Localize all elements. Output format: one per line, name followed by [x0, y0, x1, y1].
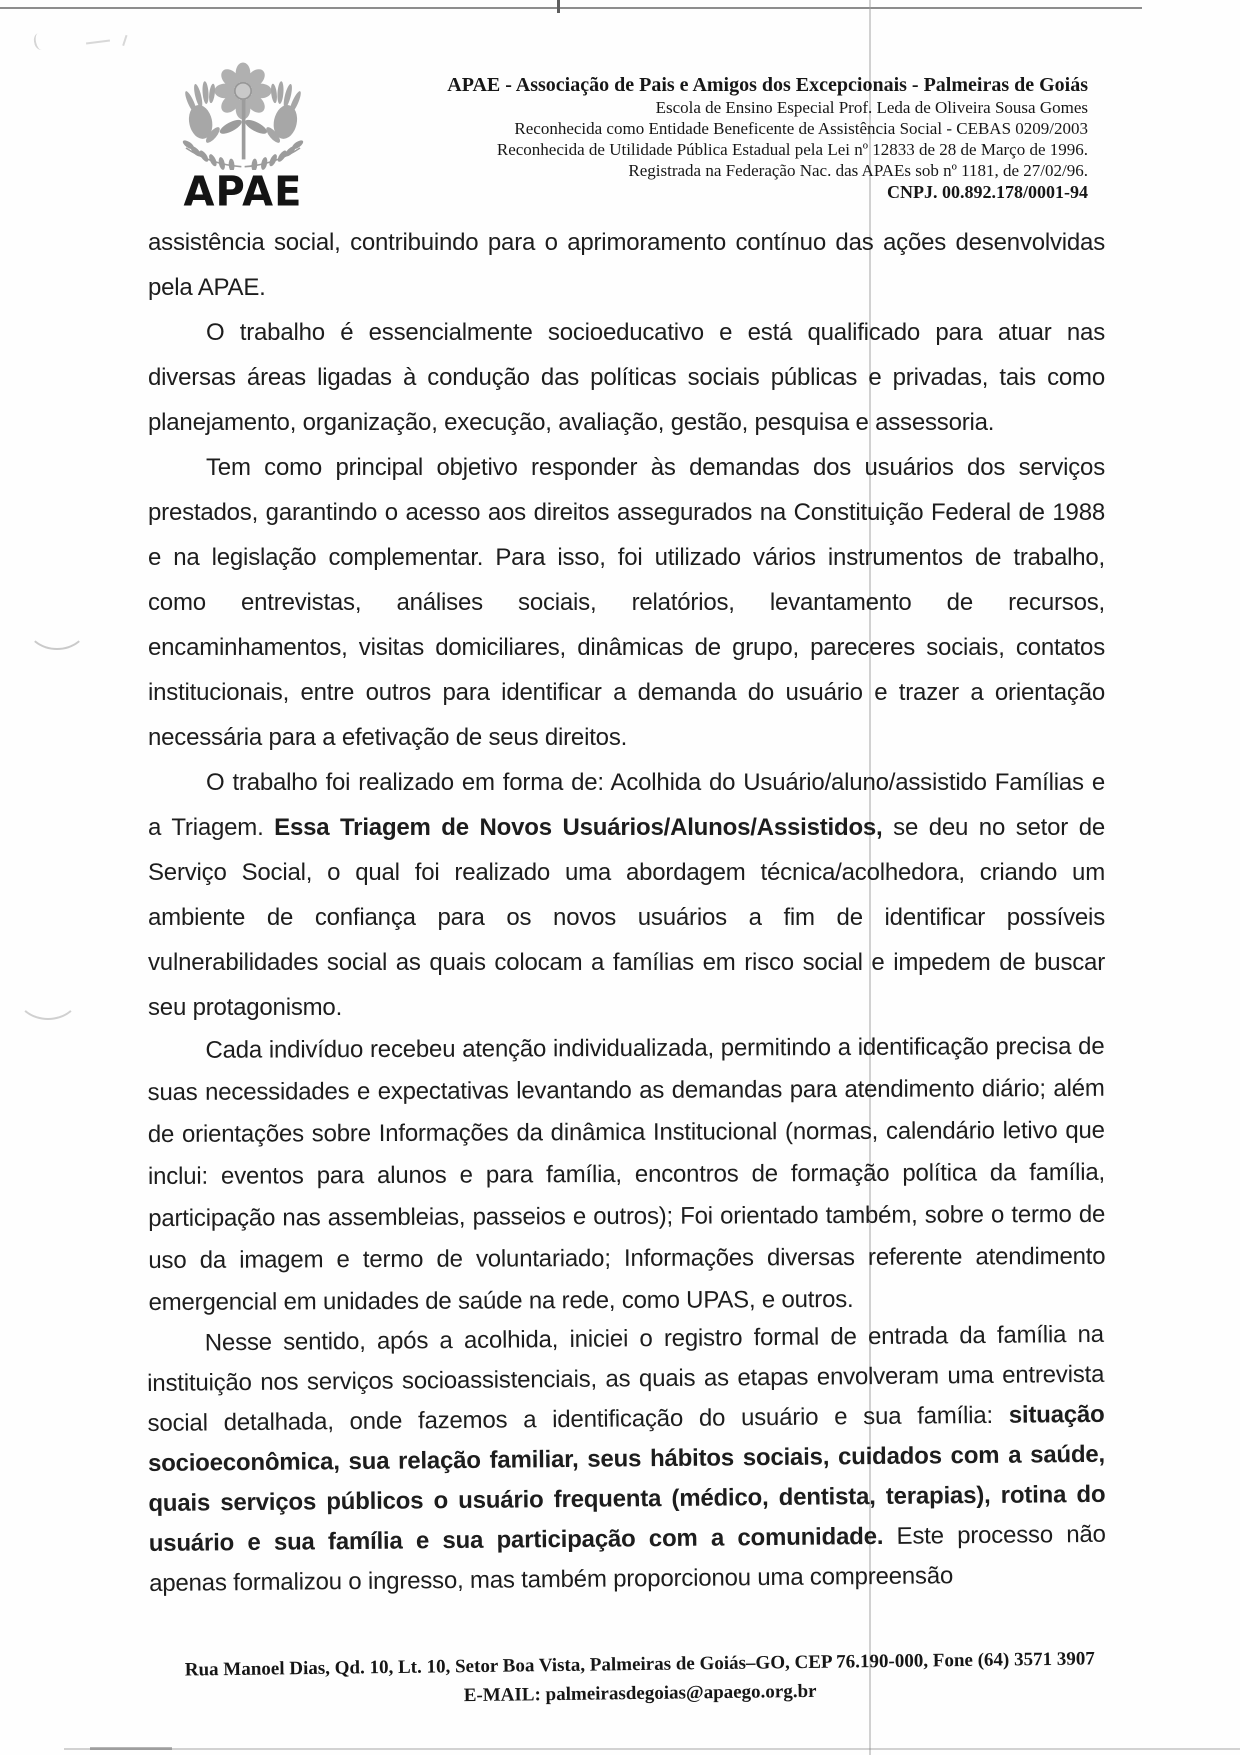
document-body [148, 220, 1105, 1604]
text-run: O trabalho é essencialmente socioeducativo e está qualificado para atuar nas diversas áreas ligadas à condução das políticas sociais públicas e privadas, tais como planejamento, organização, execução, avaliação, gestão, pesquisa e assessoria. [148, 319, 1105, 436]
pencil-mark [116, 33, 127, 46]
paragraph-6 [147, 1315, 1107, 1604]
cebas-line: Reconhecida como Entidade Beneficente de Assistência Social - CEBAS 0209/2003 [514, 119, 1088, 138]
paragraph-2 [148, 310, 1105, 445]
paragraph-5 [147, 1026, 1105, 1324]
text-run: O trabalho foi realizado em forma de: Acolhida do Usuário/aluno/assistido Famílias e a Triagem. [148, 769, 1105, 841]
scan-bottom-edge-line [64, 1748, 1240, 1750]
text-run: assistência social, contribuindo para o aprimoramento contínuo das ações desenvolvidas pela APAE. [148, 229, 1105, 301]
footer-email: E-MAIL: palmeirasdegoias@apaego.org.br [463, 1680, 817, 1707]
cnpj-line: CNPJ. 00.892.178/0001-94 [887, 182, 1088, 202]
federacao-line: Registrada na Federação Nac. das APAEs sob nº 1181, de 27/02/96. [628, 161, 1088, 180]
scan-top-tick-mark [557, 0, 560, 13]
paragraph-1 [148, 220, 1105, 310]
school-name: Escola de Ensino Especial Prof. Leda de Oliveira Sousa Gomes [655, 98, 1088, 117]
text-run: Este processo não apenas formalizou o ingresso, mas também proporcionou uma compreensão [149, 1520, 1106, 1597]
text-run: Nesse sentido, após a acolhida, iniciei o registro formal de entrada da família na instituição nos serviços socioassistenciais, as quais as etapas envolveram uma entrevista social detalhada, onde fazemos a identificação do usuário e sua família: [147, 1320, 1105, 1438]
bold-text-run: Essa Triagem de Novos Usuários/Alunos/Assistidos, [274, 814, 883, 841]
scan-bottom-edge-segment [90, 1747, 172, 1750]
footer-address: Rua Manoel Dias, Qd. 10, Lt. 10, Setor Boa Vista, Palmeiras de Goiás–GO, CEP 76.190-000, Fone (64) 3571 3907 [184, 1648, 1095, 1681]
paragraph-3 [148, 445, 1105, 760]
text-run: se deu no setor de Serviço Social, o qual foi realizado uma abordagem técnica/acolhedora, criando um ambiente de confiança para os novos usuários a fim de identificar possíveis vulnerabilidades social as quais colocam a famílias em risco social e impedem de buscar seu protagonismo. [148, 814, 1105, 1021]
letterhead-text [268, 74, 1088, 204]
footer [40, 1643, 1240, 1716]
utilidade-publica-line: Reconhecida de Utilidade Pública Estadual pela Lei nº 12833 de 28 de Março de 1996. [496, 140, 1088, 159]
pencil-mark [86, 40, 110, 45]
scan-top-edge-line [0, 7, 1142, 9]
pencil-mark [32, 32, 47, 51]
apae-wordmark: APAE [183, 168, 303, 216]
bold-text-run: situação socioeconômica, sua relação familiar, seus hábitos sociais, cuidados com a saúde, quais serviços públicos o usuário frequenta (médico, dentista, terapias), rotina do usuário e sua família e sua participação com a comunidade. [147, 1400, 1106, 1557]
binder-arc-mark [16, 968, 80, 1020]
paragraph-4 [148, 760, 1105, 1030]
org-name: APAE - Associação de Pais e Amigos dos Excepcionais - Palmeiras de Goiás [447, 74, 1088, 96]
text-run: Cada indivíduo recebeu atenção individualizada, permitindo a identificação precisa de suas necessidades e expectativas levantando as demandas para atendimento diário; além de orientações sobre Informações da dinâmica Institucional (normas, calendário letivo que inclui: eventos para alunos e para família, encontros de formação política da família, participação nas assembleias, passeios e outros); Foi orientado também, sobre o termo de uso da imagem e termo de voluntariado; Informações diversas referente atendimento emergencial em unidades de saúde na rede, como UPAS, e outros. [147, 1032, 1106, 1316]
text-run: Tem como principal objetivo responder às demandas dos usuários dos serviços prestados, garantindo o acesso aos direitos assegurados na Constituição Federal de 1988 e na legislação complementar. Para isso, foi utilizado vários instrumentos de trabalho, como entrevistas, análises sociais, relatórios, levantamento de recursos, encaminhamentos, visitas domiciliares, dinâmicas de grupo, pareceres sociais, contatos institucionais, entre outros para identificar a demanda do usuário e trazer a orientação necessária para a efetivação de seus direitos. [148, 454, 1105, 751]
binder-arc-mark [26, 600, 88, 650]
